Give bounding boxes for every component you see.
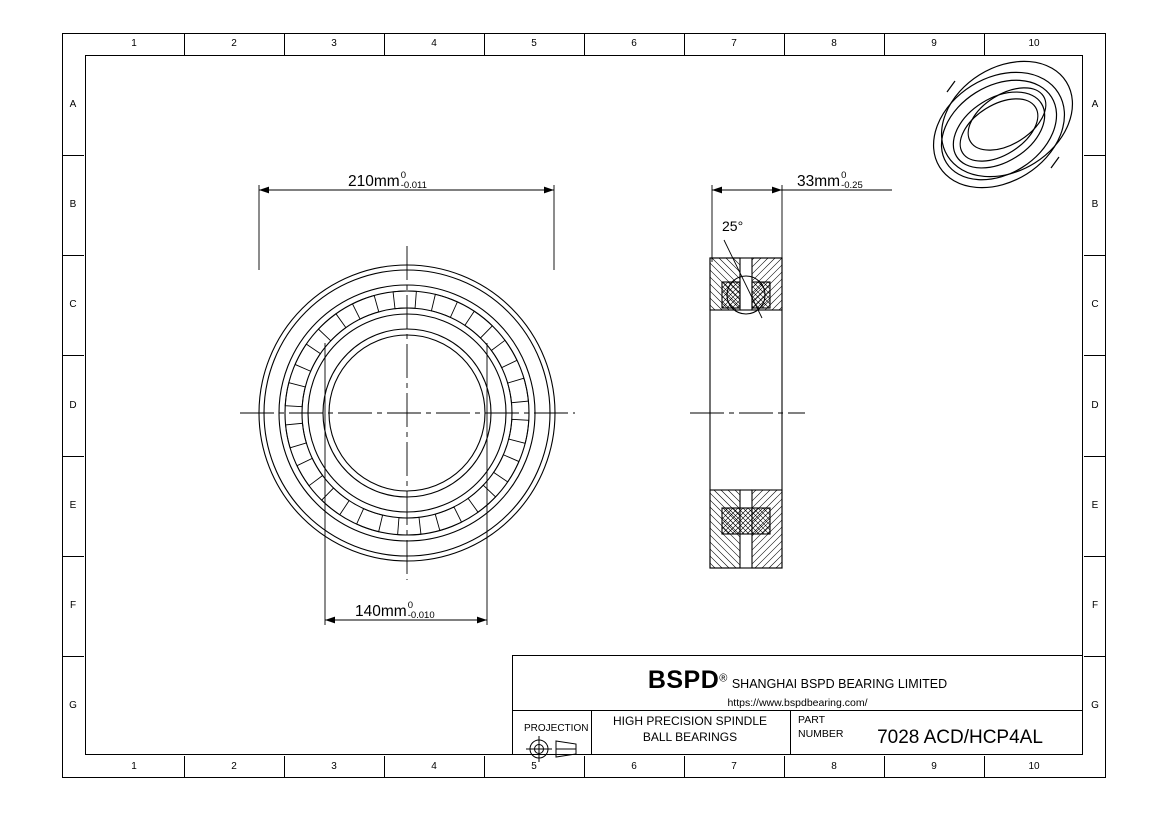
- zone-tick: [684, 756, 685, 778]
- zone-label-column-2: 2: [231, 761, 237, 772]
- zone-tick: [584, 33, 585, 55]
- zone-tick: [62, 556, 84, 557]
- zone-label-column-10: 10: [1028, 761, 1040, 772]
- description-line-1: HIGH PRECISION SPINDLE: [612, 714, 768, 728]
- zone-tick: [1084, 456, 1106, 457]
- zone-tick: [1084, 656, 1106, 657]
- zone-tick: [384, 756, 385, 778]
- zone-label-column-8: 8: [831, 38, 837, 49]
- part-number-label-line-1: PART: [798, 714, 826, 726]
- zone-label-row-D: D: [69, 399, 77, 411]
- zone-tick: [184, 756, 185, 778]
- description-line-2: BALL BEARINGS: [642, 730, 738, 744]
- part-number-label: [798, 713, 844, 741]
- zone-tick: [484, 756, 485, 778]
- zone-tick: [284, 756, 285, 778]
- zone-label-column-1: 1: [131, 761, 137, 772]
- zone-tick: [384, 33, 385, 55]
- zone-tick: [62, 656, 84, 657]
- zone-label-column-9: 9: [931, 761, 937, 772]
- dimension-outer-diameter: 210mm 0 -0.011: [348, 170, 427, 191]
- part-number-value: 7028 ACD/HCP4AL: [877, 727, 1043, 748]
- zone-label-row-D: D: [1091, 399, 1099, 411]
- zone-tick: [984, 756, 985, 778]
- part-number-label-line-2: NUMBER: [798, 728, 844, 740]
- zone-label-column-2: 2: [231, 38, 237, 49]
- zone-tick: [684, 33, 685, 55]
- zone-label-column-4: 4: [431, 38, 437, 49]
- zone-label-column-7: 7: [731, 761, 737, 772]
- zone-tick: [62, 456, 84, 457]
- zone-label-row-F: F: [1091, 599, 1099, 611]
- zone-tick: [62, 255, 84, 256]
- zone-tick: [1084, 255, 1106, 256]
- zone-label-column-5: 5: [531, 761, 537, 772]
- zone-label-column-6: 6: [631, 38, 637, 49]
- zone-label-column-9: 9: [931, 38, 937, 49]
- zone-tick: [584, 756, 585, 778]
- zone-tick: [484, 33, 485, 55]
- zone-tick: [1084, 155, 1106, 156]
- zone-label-column-4: 4: [431, 761, 437, 772]
- brand-header: [513, 666, 1082, 709]
- zone-label-row-G: G: [69, 699, 77, 711]
- projection-label: PROJECTION: [524, 723, 589, 734]
- zone-tick: [884, 33, 885, 55]
- zone-tick: [184, 33, 185, 55]
- zone-label-column-6: 6: [631, 761, 637, 772]
- drawing-description: [592, 713, 788, 745]
- title-block-row-divider: [513, 710, 1082, 711]
- zone-tick: [1084, 355, 1106, 356]
- zone-label-column-7: 7: [731, 38, 737, 49]
- zone-tick: [784, 756, 785, 778]
- zone-label-column-5: 5: [531, 38, 537, 49]
- registered-trademark-icon: ®: [719, 672, 728, 685]
- zone-label-row-A: A: [1091, 99, 1099, 111]
- zone-label-row-B: B: [69, 199, 77, 211]
- zone-label-row-F: F: [69, 599, 77, 611]
- company-name: SHANGHAI BSPD BEARING LIMITED: [731, 677, 948, 691]
- brand-name: BSPD: [647, 666, 720, 694]
- zone-label-row-C: C: [1091, 299, 1099, 311]
- zone-label-row-A: A: [69, 99, 77, 111]
- drawing-frame-inner: [85, 55, 1083, 755]
- zone-tick: [62, 355, 84, 356]
- zone-label-row-G: G: [1091, 699, 1099, 711]
- zone-tick: [284, 33, 285, 55]
- zone-label-column-3: 3: [331, 38, 337, 49]
- zone-label-row-C: C: [69, 299, 77, 311]
- zone-label-column-8: 8: [831, 761, 837, 772]
- zone-tick: [984, 33, 985, 55]
- company-url: https://www.bspdbearing.com/: [727, 697, 868, 709]
- zone-label-column-3: 3: [331, 761, 337, 772]
- zone-tick: [62, 155, 84, 156]
- zone-label-row-B: B: [1091, 199, 1099, 211]
- zone-label-column-10: 10: [1028, 38, 1040, 49]
- dimension-width: 33mm 0 -0.25: [797, 170, 863, 191]
- zone-label-row-E: E: [69, 499, 77, 511]
- zone-label-row-E: E: [1091, 499, 1099, 511]
- zone-tick: [1084, 556, 1106, 557]
- zone-label-column-1: 1: [131, 38, 137, 49]
- dimension-contact-angle: 25°: [722, 218, 744, 234]
- zone-tick: [784, 33, 785, 55]
- dimension-inner-diameter: 140mm 0 -0.010: [355, 600, 435, 621]
- zone-tick: [884, 756, 885, 778]
- title-block-col-divider-2: [790, 710, 791, 755]
